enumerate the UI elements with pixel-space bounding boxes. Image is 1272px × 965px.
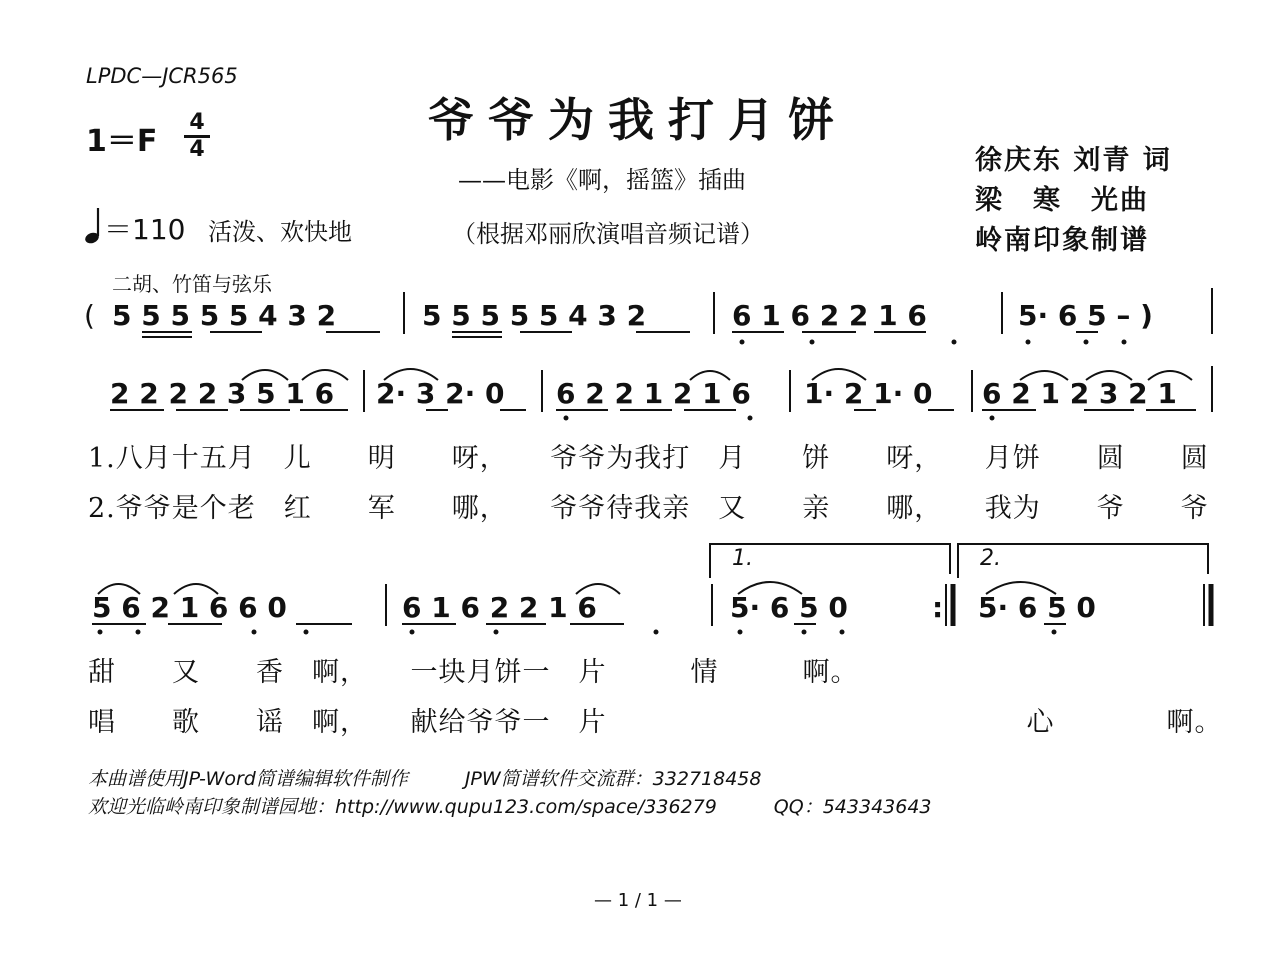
v1-m1: 2 2 2 2 3 5 1 6	[110, 377, 335, 410]
song-title: 爷爷为我打月饼	[428, 93, 848, 147]
v1-m2: 2· 3 2· 0	[376, 377, 505, 410]
intro-m1: 5 5 5 5 5 4 3 2	[112, 299, 337, 332]
time-sig-bottom: 4	[189, 137, 205, 162]
intro-m2: 5 5 5 5 5 4 3 2	[422, 299, 647, 332]
v2-m4: 5· 6 5 0	[978, 591, 1096, 624]
open-paren: (	[84, 299, 95, 332]
subtitle: ——电影《啊，摇篮》插曲	[458, 166, 746, 194]
tempo-value: ＝110	[104, 213, 186, 246]
footer-line-1: 本曲谱使用JP-Word简谱编辑软件制作 JPW简谱软件交流群：332718458	[88, 768, 762, 790]
v1-m3: 6 2 2 1 2 1 6	[556, 377, 751, 410]
instrumentation: 二胡、竹笛与弦乐	[112, 272, 272, 296]
key-signature: 1＝F	[86, 124, 158, 159]
repeat-dots: :	[932, 591, 944, 624]
v2-m3: 5· 6 5 0	[730, 591, 848, 624]
lyrics-verse2-line2: 唱 歌 谣 啊， 献给爷爷一 片 心 啊。	[88, 707, 1223, 738]
vocal-line-2	[92, 582, 1211, 635]
footer-line-2: 欢迎光临岭南印象制谱园地：http://www.qupu123.com/space/336279 QQ：543343643	[88, 796, 932, 818]
v1-m4: 1· 2 1· 0	[804, 377, 933, 410]
lyrics-verse1-line1: 1.八月十五月 儿 明 呀， 爷爷为我打 月 饼 呀， 月饼 圆 圆	[88, 443, 1209, 474]
tempo-mark: 活泼、欢快地	[208, 218, 352, 246]
v2-m2: 6 1 6 2 2 1 6	[402, 591, 597, 624]
engraver-credit: 岭南印象制谱	[975, 225, 1149, 256]
vocal-line-1	[110, 366, 1212, 421]
time-sig-top: 4	[189, 110, 205, 135]
lyrics-verse1-line2: 甜 又 香 啊， 一块月饼一 片 情 啊。	[88, 657, 859, 688]
v2-m1: 5 6 2 1 6 6 0	[92, 591, 287, 624]
score-id: LPDC—JCR565	[86, 64, 238, 88]
transcription-note: （根据邓丽欣演唱音频记谱）	[452, 220, 764, 248]
lyricist-credit: 徐庆东 刘青 词	[975, 145, 1172, 176]
lyrics-verse2-line1: 2.爷爷是个老 红 军 哪， 爷爷待我亲 又 亲 哪， 我为 爷 爷	[88, 493, 1209, 524]
v1-m5: 6 2 1 2 3 2 1	[982, 377, 1177, 410]
composer-credit: 梁 寒 光曲	[975, 185, 1149, 216]
volta-1-label: 1.	[732, 546, 753, 571]
volta-brackets	[710, 544, 1208, 578]
intro-m3: 6 1 6 2 2 1 6	[732, 299, 927, 332]
volta-2-label: 2.	[980, 546, 1001, 571]
intro-m4: 5· 6 5 – )	[1018, 299, 1153, 332]
intro-line	[84, 288, 1212, 345]
page-number: — 1 / 1 —	[594, 890, 682, 911]
